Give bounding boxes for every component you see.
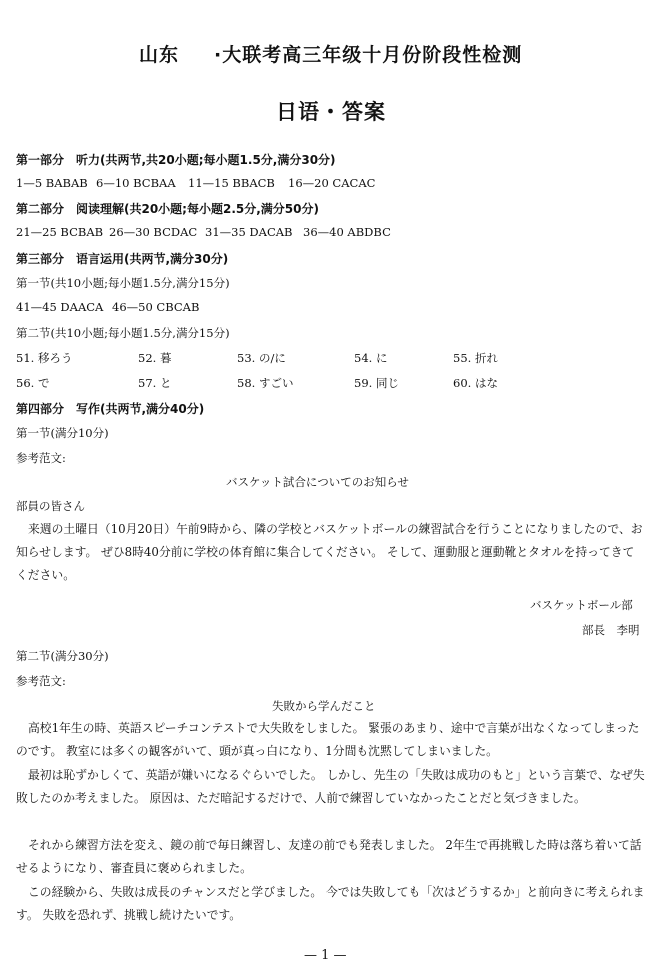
- part2-heading: 第二部分 阅读理解(共20小题;每小题2.5分,满分50分): [16, 202, 319, 216]
- part3-section1-heading: 第一节(共10小题;每小题1.5分,满分15分): [16, 276, 230, 290]
- letter-sign-name: 部長 李明: [582, 623, 640, 637]
- letter-greeting: 部員の皆さん: [16, 499, 85, 513]
- fill-answer: 59. 同じ: [354, 376, 399, 390]
- answer-group: 26—30 BCDAC: [109, 225, 198, 239]
- letter-title: バスケット試合についてのお知らせ: [226, 475, 409, 489]
- answer-group: 1—5 BABAB: [16, 176, 88, 190]
- answer-group: 36—40 ABDBC: [303, 225, 391, 239]
- part3-heading: 第三部分 语言运用(共两节,满分30分): [16, 252, 229, 266]
- reference-label: 参考范文:: [16, 451, 66, 465]
- fill-answer: 60. はな: [453, 376, 498, 390]
- answer-group: 41—45 DAACA: [16, 300, 104, 314]
- letter-body: 来週の土曜日（10月20日）午前9時から、隣の学校とバスケットボールの練習試合を行うことになりましたので、お知らせします。 ぜひ8時40分前に学校の体育館に集合してください。 そして、運動服と運動靴とタオルを持ってきてください。: [16, 522, 643, 582]
- part4-section2-heading: 第二节(满分30分): [16, 649, 109, 663]
- fill-answer: 58. すごい: [237, 376, 294, 390]
- part1-heading: 第一部分 听力(共两节,共20小题;每小题1.5分,满分30分): [16, 153, 336, 167]
- reference-label: 参考范文:: [16, 674, 66, 688]
- part4-heading: 第四部分 写作(共两节,满分40分): [16, 402, 205, 416]
- essay-paragraph: それから練習方法を変え、鏡の前で毎日練習し、友達の前でも発表しました。 2年生で再挑戦した時は落ち着いて話せるようになり、審査員に褒められました。: [16, 838, 642, 875]
- answer-group: 31—35 DACAB: [205, 225, 293, 239]
- fill-answer: 52. 暮: [138, 351, 172, 365]
- page-number: — 1 —: [304, 948, 347, 963]
- header-region: 山东: [139, 44, 180, 66]
- answer-group: 21—25 BCBAB: [16, 225, 104, 239]
- part4-section1-heading: 第一节(满分10分): [16, 426, 109, 440]
- fill-answer: 54. に: [354, 351, 388, 365]
- letter-sign-org: バスケットボール部: [530, 598, 633, 612]
- essay-paragraph: この経験から、失敗は成長のチャンスだと学びました。 今では失敗しても「次はどうするか」と前向きに考えられます。 失敗を恐れず、挑戦し続けたいです。: [16, 885, 645, 922]
- answer-group: 6—10 BCBAA: [96, 176, 176, 190]
- fill-answer: 53. の/に: [237, 351, 286, 365]
- answer-group: 16—20 CACAC: [288, 176, 376, 190]
- part3-section2-heading: 第二节(共10小题;每小题1.5分,满分15分): [16, 326, 230, 340]
- subject-title: 日语・答案: [276, 100, 386, 124]
- essay-title: 失敗から学んだこと: [272, 699, 376, 713]
- exam-title: ·大联考高三年级十月份阶段性检测: [214, 44, 523, 66]
- fill-answer: 56. で: [16, 376, 50, 390]
- essay-paragraph: 高校1年生の時、英語スピーチコンテストで大失敗をしました。 緊張のあまり、途中で言葉が出なくなってしまったのです。 教室には多くの観客がいて、頭が真っ白になり、1分間も沈黙してしまいました。: [16, 721, 640, 758]
- answer-group: 46—50 CBCAB: [112, 300, 200, 314]
- fill-answer: 51. 移ろう: [16, 351, 73, 365]
- answer-group: 11—15 BBACB: [188, 176, 275, 190]
- essay-paragraph: 最初は恥ずかしくて、英語が嫌いになるぐらいでした。 しかし、先生の「失敗は成功のもと」という言葉で、なぜ失敗したのか考えました。 原因は、ただ暗記するだけで、人前で練習していなかったことだと気づきました。: [16, 768, 645, 805]
- fill-answer: 55. 折れ: [453, 351, 498, 365]
- fill-answer: 57. と: [138, 376, 172, 390]
